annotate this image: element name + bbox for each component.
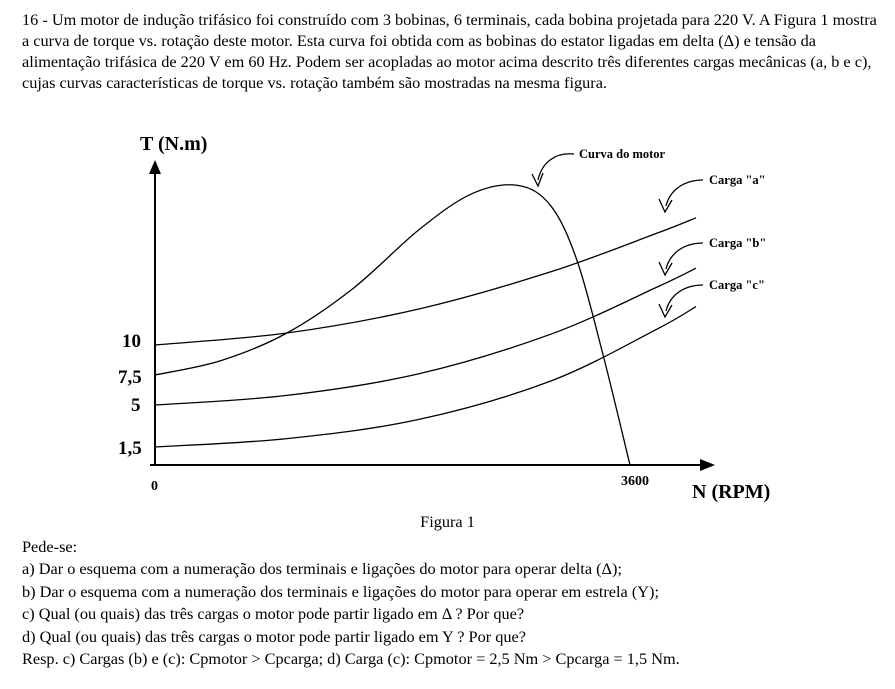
y-tick-label-10: 10 [122, 331, 141, 352]
x-tick-label-3600: 3600 [621, 474, 649, 489]
y-axis-arrow [149, 160, 161, 174]
question-a: a) Dar o esquema com a numeração dos terminais e ligações do motor para operar delta (Δ); [22, 559, 622, 579]
question-b: b) Dar o esquema com a numeração dos terminais e ligações do motor para operar em estrela (Y); [22, 581, 659, 601]
question-c: c) Qual (ou quais) das três cargas o motor pode partir ligado em Δ ? Por que? [22, 604, 525, 624]
question-d: d) Qual (ou quais) das três cargas o motor pode partir ligado em Y ? Por que? [22, 626, 526, 646]
load-b-label: Carga "b" [709, 236, 767, 250]
answer-line: Resp. c) Cargas (b) e (c): Cpmotor > Cpcarga; d) Carga (c): Cpmotor = 2,5 Nm > Cpcarga = 1,5 Nm. [22, 649, 680, 669]
figure-caption: Figura 1 [420, 512, 475, 531]
problem-statement: 16 - Um motor de indução trifásico foi construído com 3 bobinas, 6 terminais, cada bobina projetada para 220 V. A Figura 1 mostra a curva de torque vs. rotação deste motor. Esta curva foi obtida com as bobinas do estator ligadas em delta (Δ) e tensão da alimentação trifásica de 220 V em 60 Hz. Podem ser acopladas ao motor acima descrito três diferentes cargas mecânicas (a, b e c), cujas curvas características de torque vs. rotação também são mostradas na mesma figura. [22, 10, 877, 92]
load-c-curve [155, 307, 696, 447]
x-axis-title: N (RPM) [692, 481, 771, 503]
motor-curve-label: Curva do motor [579, 147, 666, 161]
load-c-annotation [659, 278, 765, 317]
x-axis-arrow [700, 459, 715, 471]
y-axis-title: T (N.m) [140, 133, 208, 155]
load-c-label: Carga "c" [709, 278, 765, 292]
questions-prompt: Pede-se: [22, 537, 78, 556]
load-a-annotation [659, 173, 766, 212]
motor-torque-curve [155, 185, 630, 465]
load-b-curve [155, 268, 696, 405]
load-b-annotation [659, 236, 766, 275]
y-tick-label-7-5: 7,5 [118, 367, 142, 388]
motor-curve-annotation [532, 147, 666, 186]
load-a-label: Carga "a" [709, 173, 766, 187]
y-tick-label-1-5: 1,5 [118, 438, 142, 459]
y-tick-label-5: 5 [131, 395, 141, 416]
questions-block [22, 536, 888, 670]
load-a-curve [155, 218, 696, 345]
x-tick-label-0: 0 [151, 479, 158, 494]
